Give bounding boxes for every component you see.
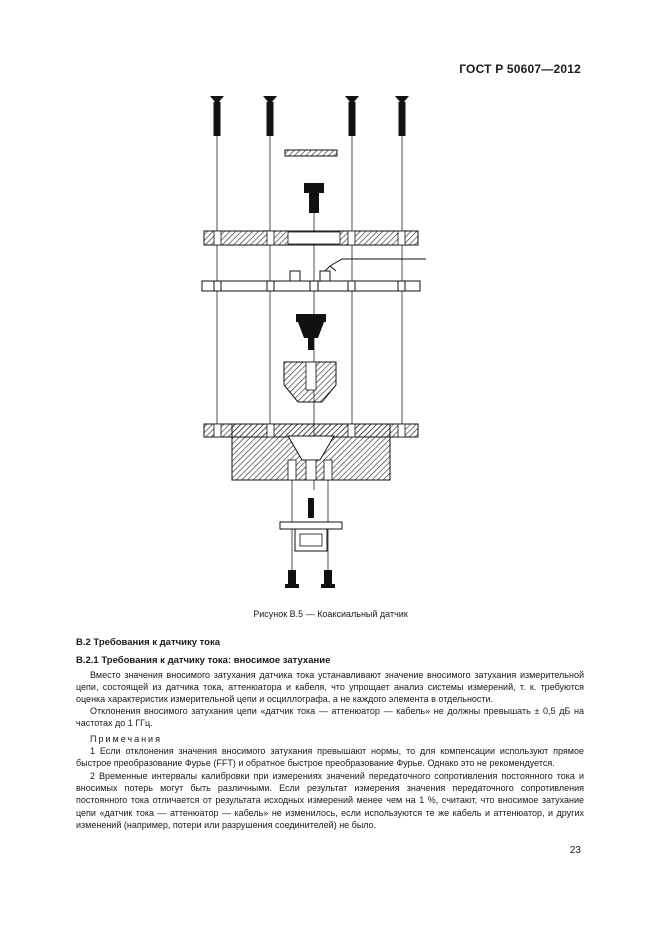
base-body (204, 424, 418, 480)
notes-title: Примечания (90, 734, 162, 744)
output-connector (280, 498, 342, 551)
center-bolt (304, 183, 324, 213)
screw-2 (263, 96, 277, 136)
subsection-title: В.2.1 Требования к датчику тока: вносимое затухание (76, 655, 331, 666)
section-title: В.2 Требования к датчику тока (76, 637, 221, 648)
figure-caption: Рисунок В.5 — Коаксиальный датчик (253, 609, 408, 619)
bottom-screws (285, 570, 335, 588)
paragraph-1: Вместо значения вносимого затухания датчика тока устанавливают значение вносимого затухания измерительной цепи, состоящей из датчика тока, аттенюатора и кабеля, что упрощает анализ системы измерений, т. к. требуются оценка характеристик измерительной цепи и осциллографа, а не каждого элемента в отдельности. (76, 670, 584, 705)
coax-connector (296, 314, 326, 350)
coaxial-sensor-drawing (190, 90, 440, 600)
screw-4 (395, 96, 409, 136)
washer (285, 150, 337, 156)
page-number: 23 (569, 845, 581, 856)
screw-3 (345, 96, 359, 136)
note-1: 1 Если отклонения значения вносимого затухания превышают нормы, то для компенсации используют прямое быстрое преобразование Фурье (FFT) и обратное быстрое преобразование Фурье. Однако это не рекомендуется. (76, 746, 584, 769)
cone-block (284, 362, 336, 402)
document-header: ГОСТ Р 50607—2012 (459, 62, 581, 76)
upper-flange (204, 231, 418, 245)
screw-1 (210, 96, 224, 136)
paragraph-2: Отклонения вносимого затухания цепи «датчик тока — аттенюатор — кабель» не должны превышать ± 0,5 дБ на частотах до 1 ГГц. (76, 706, 584, 729)
note-2: 2 Временные интервалы калибровки при измерениях значений передаточного сопротивления постоянного тока и вносимых потерь могут быть различными. Если результат измерения значения передаточного сопротивления постоянного тока отличается от результата исходных измерений менее чем на 1 %, считают, что вносимое затухание цепи «датчик тока — аттенюатор — кабель» не изменилось, если используются те же кабель и аттенюатор, и других изменений (например, потери или разрушения соединителей) не было. (76, 771, 584, 830)
top-screws (210, 96, 409, 136)
